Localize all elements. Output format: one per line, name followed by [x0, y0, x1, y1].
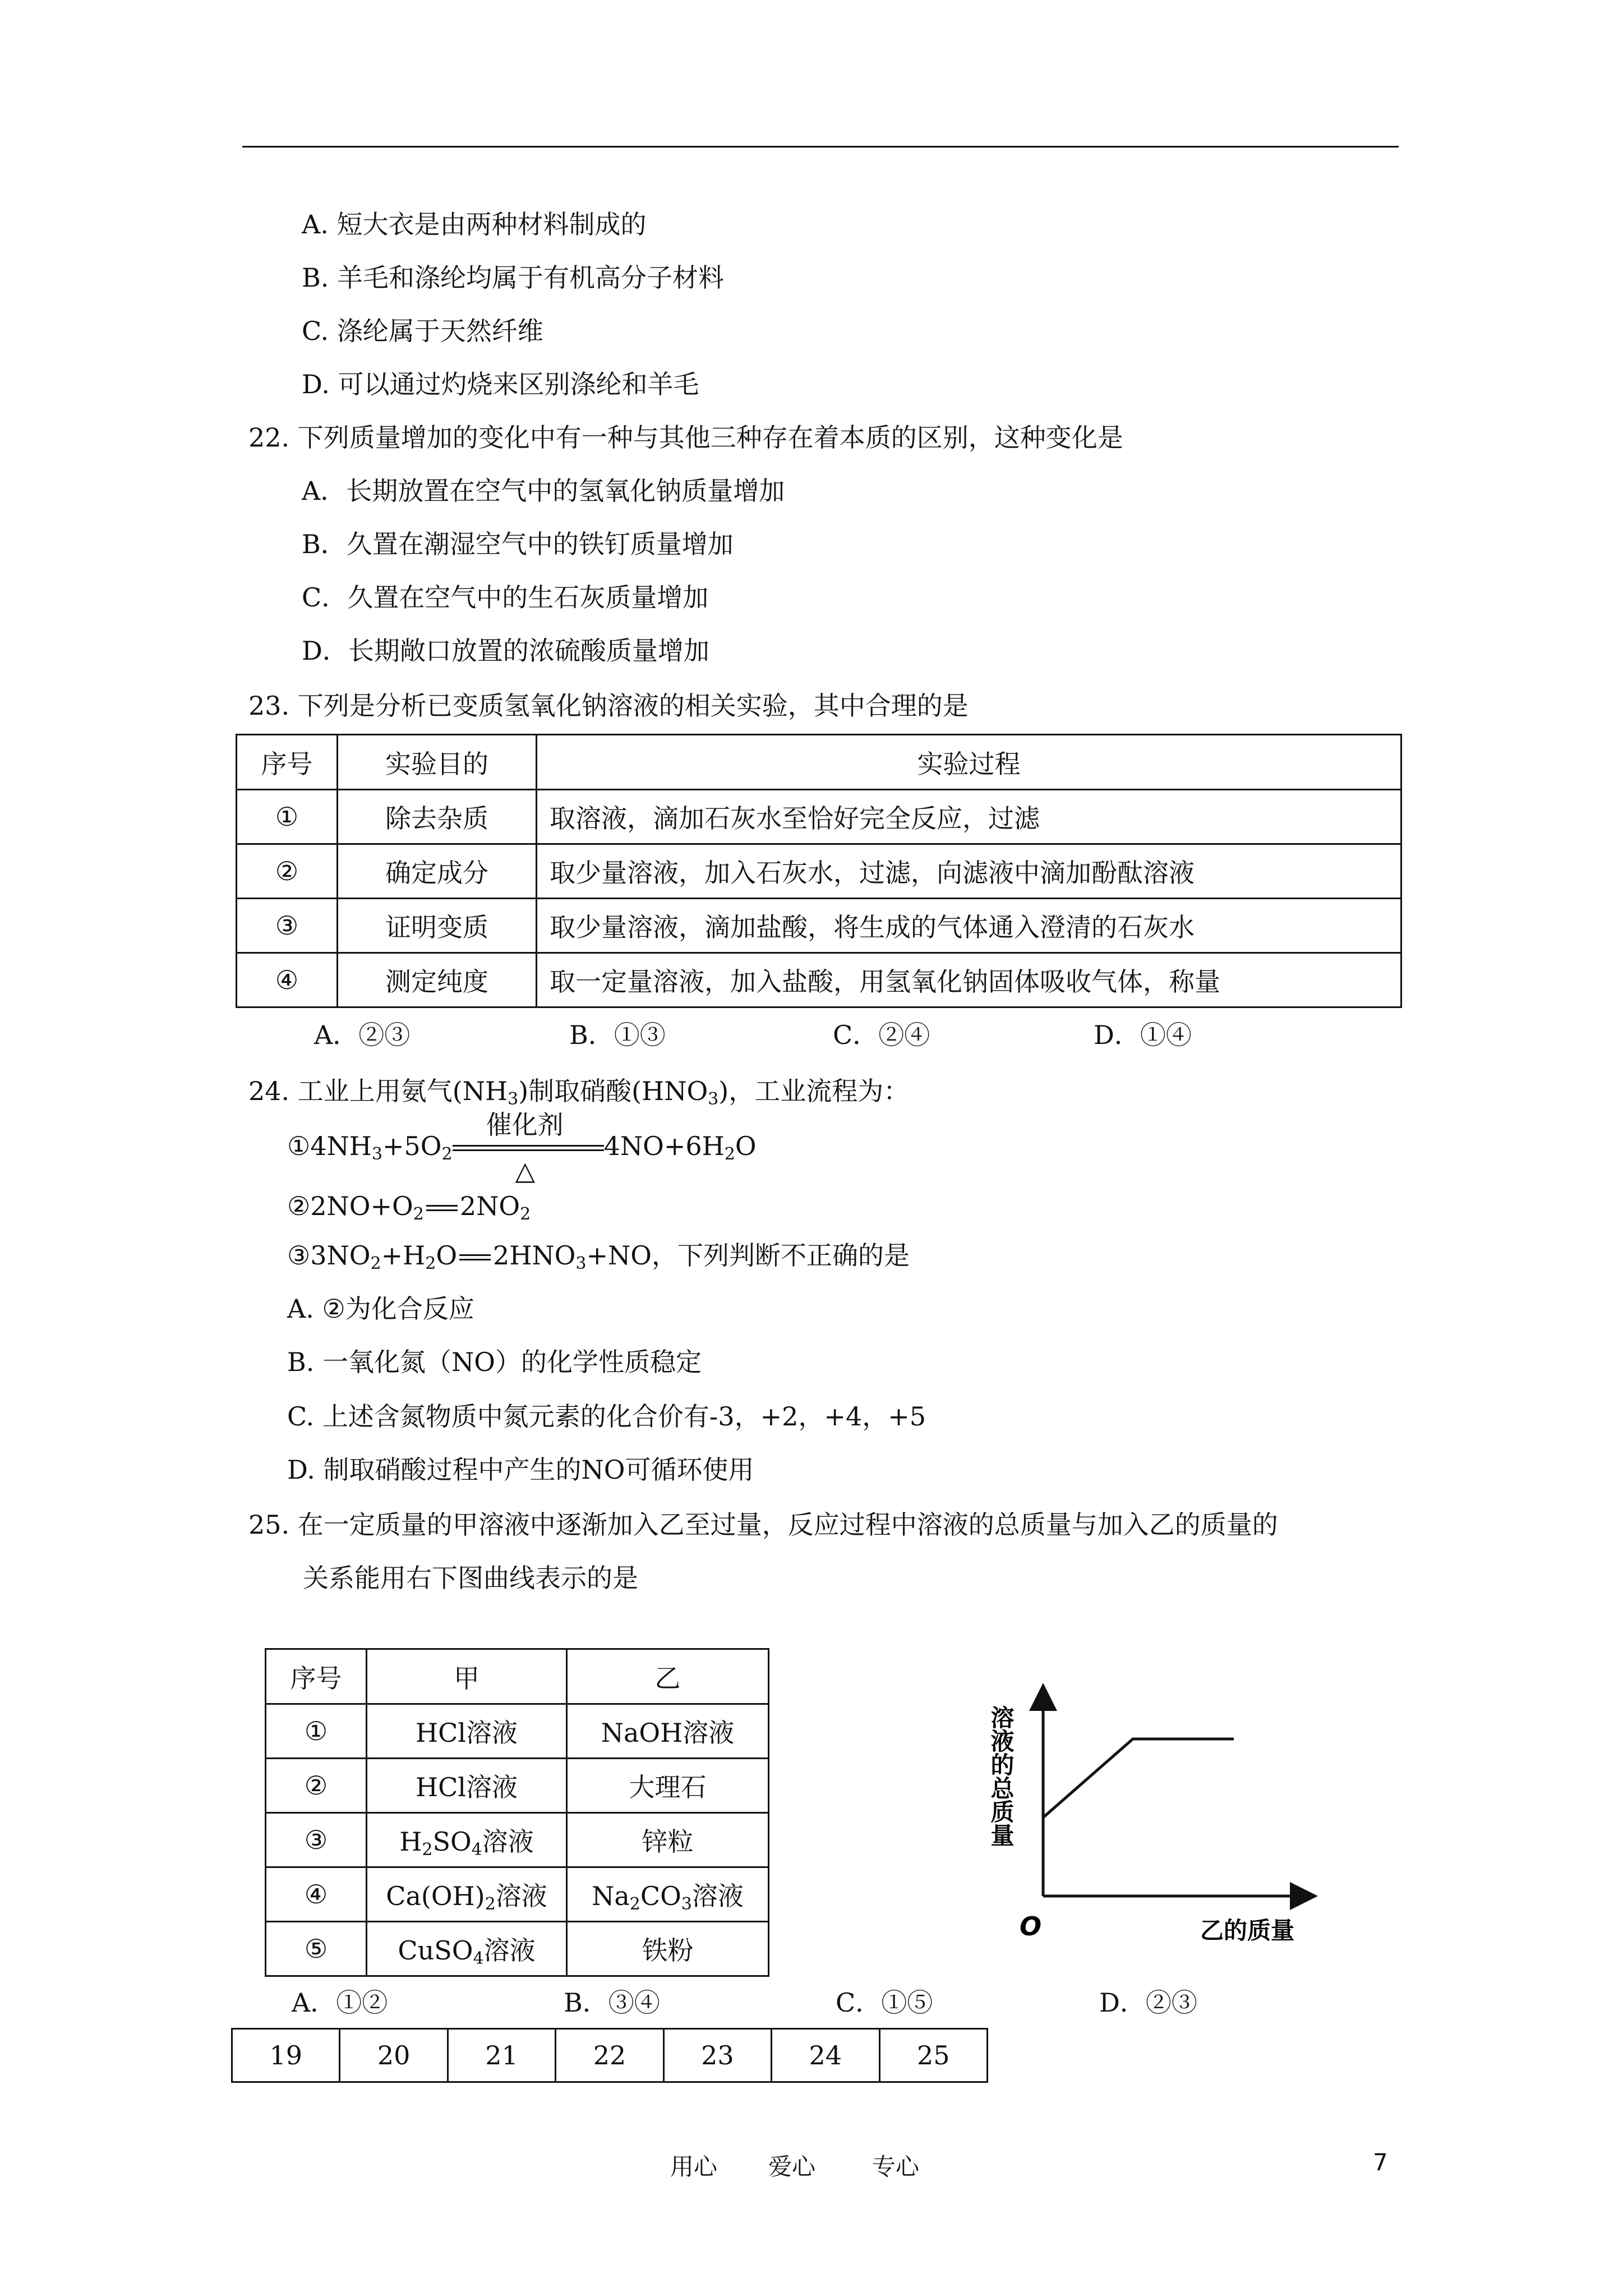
table-cell: 铁粉	[567, 1922, 769, 1976]
equation-3: $③3NO_2+H_2O$ $2HNO_3+NO$，下列判断不正确的是	[287, 1240, 910, 1273]
answer-cell-20[interactable]: 20	[340, 2029, 448, 2082]
table-cell: ⑤	[266, 1922, 367, 1976]
table-cell: 取一定量溶液，加入盐酸，用氢氧化钠固体吸收气体，称量	[537, 953, 1401, 1007]
q21-option-a: A. 短大衣是由两种材料制成的	[302, 209, 647, 240]
q25-option-c: C．①⑤	[836, 1987, 933, 2018]
q22-option-b: B．久置在潮湿空气中的铁钉质量增加	[302, 529, 734, 559]
q23-stem: 23. 下列是分析已变质氢氧化钠溶液的相关实验，其中合理的是	[248, 691, 969, 721]
heat-symbol: △	[515, 1156, 535, 1186]
q23-option-c: C．②④	[833, 1020, 930, 1050]
header-rule	[242, 146, 1399, 148]
reaction-arrow	[453, 1110, 604, 1186]
q21-option-b: B. 羊毛和涤纶均属于有机高分子材料	[302, 263, 725, 293]
table-cell: 取溶液，滴加石灰水至恰好完全反应，过滤	[537, 790, 1401, 844]
q22-option-d: D．长期敞口放置的浓硫酸质量增加	[302, 636, 709, 666]
equation-1: $①4NH_3+5O_2$ 催化剂 △ $4NO+6H_2O$	[287, 1129, 757, 1165]
q22-stem: 22. 下列质量增加的变化中有一种与其他三种存在着本质的区别，这种变化是	[248, 422, 1123, 453]
page-number: 7	[1373, 2148, 1388, 2176]
q24-stem: 24. 工业上用氨气$(NH_3)$制取硝酸$(HNO_3)$，工业流程为：	[248, 1076, 910, 1109]
table-cell: ③	[266, 1813, 367, 1867]
answer-cell-23[interactable]: 23	[663, 2029, 771, 2082]
table-row	[237, 953, 1401, 1007]
q24-option-c: C. 上述含氮物质中氮元素的化合价有-3，+2，+4，+5	[287, 1401, 926, 1432]
table-cell: $H_2SO_4$溶液	[367, 1813, 567, 1867]
table-cell: 除去杂质	[338, 790, 537, 844]
q21-option-c: C. 涤纶属于天然纤维	[302, 316, 543, 346]
q25-stem-line-2: 关系能用右下图曲线表示的是	[303, 1563, 638, 1593]
answer-table	[231, 2028, 988, 2083]
q24-option-a: A. ②为化合反应	[287, 1294, 474, 1324]
q25-stem-line-1: 25. 在一定质量的甲溶液中逐渐加入乙至过量，反应过程中溶液的总质量与加入乙的质量的	[248, 1510, 1278, 1540]
table-cell: NaOH溶液	[567, 1704, 769, 1759]
table-row	[266, 1704, 769, 1759]
table-row	[237, 844, 1401, 899]
y-axis-label: 溶液的总质量	[987, 1705, 1015, 1847]
table-header-row	[237, 735, 1401, 790]
footer-motto-3: 专心	[872, 2153, 920, 2180]
q25-option-d: D．②③	[1099, 1987, 1197, 2018]
table-header-row	[266, 1649, 769, 1704]
table-header-cell: 实验目的	[338, 735, 537, 790]
table-cell: ②	[237, 844, 338, 899]
table-cell: ①	[237, 790, 338, 844]
q24-option-b: B. 一氧化氮（NO）的化学性质稳定	[287, 1347, 702, 1377]
q23-option-a: A．②③	[314, 1020, 411, 1050]
table-row	[266, 1922, 769, 1976]
table-header-cell: 甲	[367, 1649, 567, 1704]
table-header-cell: 乙	[567, 1649, 769, 1704]
answer-cell-25[interactable]: 25	[879, 2029, 987, 2082]
mass-graph	[976, 1677, 1324, 1947]
table-cell: HCl溶液	[367, 1759, 567, 1813]
origin-label: O	[1020, 1911, 1042, 1941]
q25-table	[265, 1648, 769, 1977]
table-row	[237, 899, 1401, 953]
table-cell: 锌粒	[567, 1813, 769, 1867]
table-cell: 取少量溶液，加入石灰水，过滤，向滤液中滴加酚酞溶液	[537, 844, 1401, 899]
table-cell: 取少量溶液，滴加盐酸，将生成的气体通入澄清的石灰水	[537, 899, 1401, 953]
table-header-cell: 序号	[237, 735, 338, 790]
catalyst-label: 催化剂	[486, 1110, 564, 1140]
table-cell: $Ca(OH)_2$溶液	[367, 1867, 567, 1922]
table-row	[237, 790, 1401, 844]
q22-option-c: C．久置在空气中的生石灰质量增加	[302, 582, 709, 613]
q23-table	[236, 734, 1402, 1008]
answer-cell-19[interactable]: 19	[232, 2029, 340, 2082]
footer-motto-1: 用心	[670, 2153, 718, 2180]
x-axis-label: 乙的质量	[1200, 1917, 1295, 1944]
table-cell: HCl溶液	[367, 1704, 567, 1759]
equals-sign	[457, 1253, 493, 1264]
table-cell: ④	[266, 1867, 367, 1922]
q22-option-a: A．长期放置在空气中的氢氧化钠质量增加	[302, 476, 785, 506]
equation-2: $②2NO+O_2$ $2NO_2$	[287, 1191, 531, 1224]
table-header-cell: 实验过程	[537, 735, 1401, 790]
equals-sign	[424, 1204, 460, 1215]
table-cell: 大理石	[567, 1759, 769, 1813]
table-header-cell: 序号	[266, 1649, 367, 1704]
q24-option-d: D. 制取硝酸过程中产生的NO可循环使用	[287, 1455, 754, 1485]
answer-cell-21[interactable]: 21	[448, 2029, 555, 2082]
table-cell: $Na_2CO_3$溶液	[567, 1867, 769, 1922]
mass-curve	[1043, 1739, 1234, 1818]
answer-cell-24[interactable]: 24	[772, 2029, 879, 2082]
table-cell: ④	[237, 953, 338, 1007]
table-cell: CuSO$_4$溶液	[367, 1922, 567, 1976]
table-row	[266, 1813, 769, 1867]
q23-option-b: B．①③	[569, 1020, 666, 1050]
table-row	[266, 1759, 769, 1813]
table-cell: 测定纯度	[338, 953, 537, 1007]
table-cell: 确定成分	[338, 844, 537, 899]
footer-motto-2: 爱心	[768, 2153, 816, 2180]
answer-cell-22[interactable]: 22	[556, 2029, 663, 2082]
table-row	[232, 2029, 988, 2082]
q25-option-b: B．③④	[564, 1987, 660, 2018]
table-row	[266, 1867, 769, 1922]
table-cell: 证明变质	[338, 899, 537, 953]
table-cell: ②	[266, 1759, 367, 1813]
q25-option-a: A．①②	[292, 1987, 388, 2018]
table-cell: ③	[237, 899, 338, 953]
q23-option-d: D．①④	[1094, 1020, 1192, 1050]
q21-option-d: D. 可以通过灼烧来区别涤纶和羊毛	[302, 369, 699, 399]
table-cell: ①	[266, 1704, 367, 1759]
